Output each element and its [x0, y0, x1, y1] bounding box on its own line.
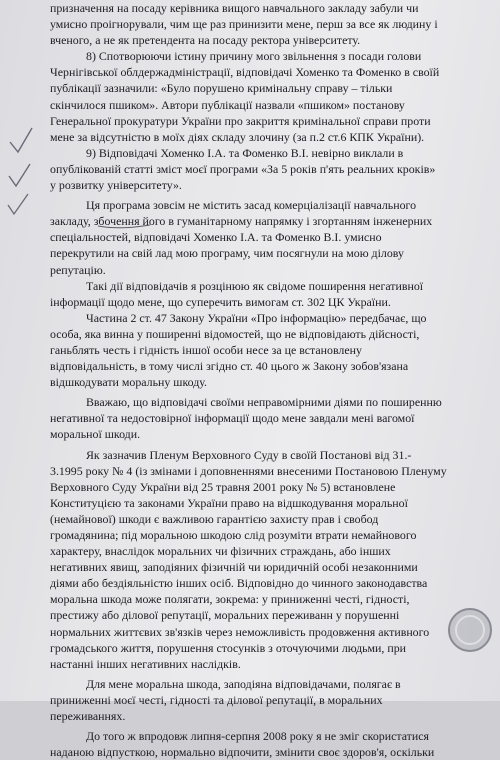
text-line: Вважаю, що відповідачі своїми неправомірними діями по поширенню — [86, 395, 442, 410]
text-line: громадського життя, порушення стосунків з оточуючими людьми, при — [50, 640, 407, 655]
text-line: відповідальність, в тому числі згідно ст. 40 цього ж Закону зобов'язана — [50, 359, 409, 374]
text-line: негативної та недостовірної інформації щодо мене завдали мені вагомої — [50, 411, 415, 426]
text-line: умисно проігнорували, чим ще раз принизити мене, перш за все як людину і — [50, 17, 438, 32]
text-line: 3.1995 року № 4 (із змінами і доповненнями внесеними Постановою Пленуму — [50, 463, 447, 478]
text-line: наданою відпусткою, нормально відпочити, змінити своє здоров'я, оскільки — [50, 745, 435, 760]
text-line: перекрутили на свій лад мою програму, чим посягнули на мою ділову — [50, 246, 404, 261]
text-line: Ця програма зовсім не містить засад комерціалізації навчального — [86, 198, 417, 213]
text-line: (немайнової) шкоди є важливою гарантією захисту прав і свобод — [50, 511, 379, 526]
text-line: моральної шкоди. — [50, 427, 141, 442]
text-line: публікації зазначили: «Було порушено кримінальну справу – тільки — [50, 81, 393, 96]
text-line: діями або бездіяльністю інших осіб. Відповідно до чинного законодавства — [50, 576, 428, 591]
text-line: 9) Відповідачі Хоменко І.А. та Фоменко В.І. невірно виклали в — [86, 145, 404, 160]
text-line: інформації щодо мене, що суперечить вимогам ст. 302 ЦК України. — [50, 294, 391, 309]
text-line: Чернігівської облдержадміністрації, відповідачі Хоменко та Фоменко в своїй — [50, 65, 440, 80]
text-line: Конституцією та законами України право на відшкодування моральної — [50, 495, 408, 510]
text-line: ганьблять честь і гідність іншої особи несе за це встановлену — [50, 342, 362, 357]
text-line: Такі дії відповідачів я розцінюю як свідоме поширення негативної — [86, 278, 424, 293]
text-line: Для мене моральна шкода, заподіяна відповідачами, полягає в — [86, 676, 401, 691]
text-line: Частина 2 ст. 47 Закону України «Про інформацію» передбачає, що — [86, 310, 427, 325]
text-line: моральна шкода може полягати, зокрема: у приниженні честі, гідності, — [50, 592, 410, 607]
text-line: призначення на посаду керівника вищого навчального закладу забули чи — [50, 1, 419, 15]
text-line: закладу, збочення його в гуманітарному напрямку і згортанням інженерних — [50, 214, 433, 229]
text-line: мене за відсутністю в моїх діях складу злочину (за п.2 ст.6 КПК України). — [50, 129, 425, 144]
text-line: престижу або ділової репутації, моральних переживанн у порушенні — [50, 608, 400, 623]
text-line: Генеральної прокуратури України про закриття кримінальної справи проти — [50, 113, 431, 128]
text-line: репутацію. — [50, 262, 106, 277]
text-line: вченого, а не як претендента на посаду ректора університету. — [50, 33, 361, 48]
text-line: опублікованій статті зміст моєї програми «За 5 років п'ять реальних кроків» — [50, 161, 436, 176]
text-line: особа, яка винна у поширенні відомостей, що не відповідають дійсності, — [50, 326, 420, 341]
text-line: Верховного Суду України від 25 травня 2001 року № 5) встановлене — [50, 479, 396, 494]
watermark-stamp-icon — [446, 606, 494, 654]
text-line: скінчилося пшиком». Автори публікації назвали «пшиком» постанову — [50, 97, 405, 112]
text-line: переживаннях. — [50, 709, 126, 724]
text-line: настанні інших негативних наслідків. — [50, 656, 241, 671]
text-line: негативних явищ, заподіяних фізичній чи юридичній особі незаконними — [50, 560, 418, 575]
text-line: Як зазначив Пленум Верховного Суду в своїй Постанові від 31.- — [86, 447, 412, 462]
text-line: приниженні моєї честі, гідності та ділової репутації, в моральних — [50, 692, 383, 707]
text-line: характеру, внаслідок моральних чи фізичних страждань, або інших — [50, 544, 391, 559]
text-line: 8) Спотворюючи істину причину мого звільнення з посади голови — [86, 49, 422, 64]
text-line: відшкодувати моральну шкоду. — [50, 375, 207, 390]
text-line: громадянина; під моральною шкодою слід розуміти втрати немайнового — [50, 528, 417, 542]
text-line: у розвитку університету». — [50, 178, 182, 193]
document-text — [50, 0, 490, 760]
text-line: нормальних життєвих зв'язків через неможливість продовження активного — [50, 624, 430, 639]
text-line: До того ж впродовж липня-серпня 2008 року я не зміг скористатися — [86, 729, 429, 744]
text-line: спеціальностей, відповідачі Хоменко І.А. та Фоменко В.І. умисно — [50, 230, 382, 245]
